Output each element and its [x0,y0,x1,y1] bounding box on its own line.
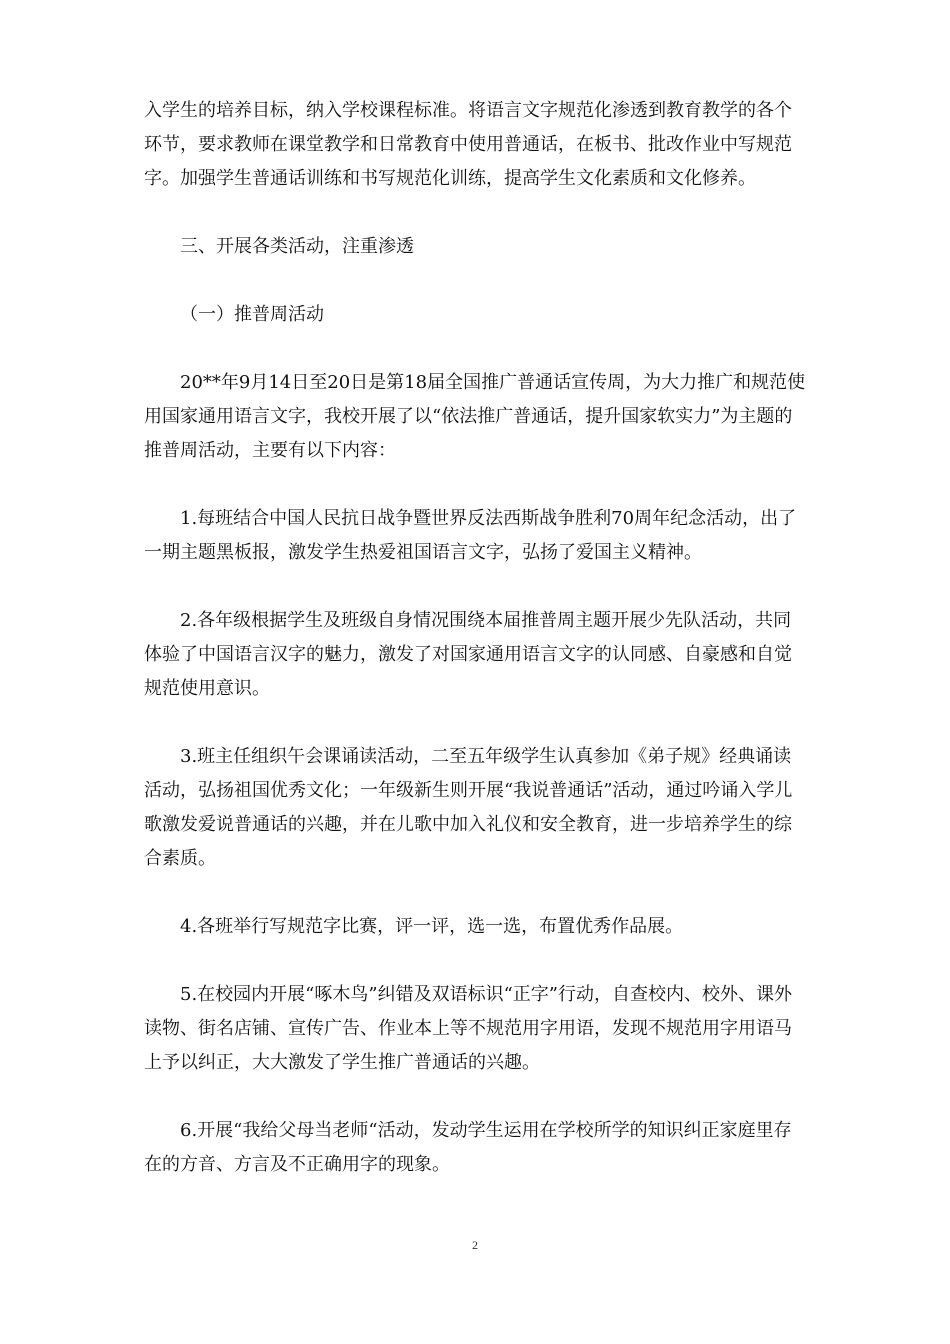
subsection-heading: （一）推普周活动 [180,304,324,325]
page-number: 2 [472,1238,478,1252]
list-item-5: 5.在校园内开展“啄木鸟”纠错及双语标识“正字”行动，自查校内、校外、课外读物、街名店铺、宣传广告、作业本上等不规范用字用语，发现不规范用字用语马上予以纠正，大大激发了学生推广普通话的兴趣。 [144,984,792,1073]
list-item-6: 6.开展“我给父母当老师“活动，发动学生运用在学校所学的知识纠正家庭里存在的方音、方言及不正确用字的现象。 [144,1120,792,1175]
list-item-1: 1.每班结合中国人民抗日战争暨世界反法西斯战争胜利70周年纪念活动，出了一期主题黑板报，激发学生热爱祖国语言文字，弘扬了爱国主义精神。 [144,508,797,563]
section-heading: 三、开展各类活动，注重渗透 [180,236,414,257]
list-item-2: 2.各年级根据学生及班级自身情况围绕本届推普周主题开展少先队活动，共同体验了中国语言汉字的魅力，激发了对国家通用语言文字的认同感、自豪感和自觉规范使用意识。 [144,610,792,699]
list-item-3: 3.班主任组织午会课诵读活动，二至五年级学生认真参加《弟子规》经典诵读活动，弘扬祖国优秀文化；一年级新生则开展“我说普通话”活动，通过吟诵入学儿歌激发爱说普通话的兴趣，并在儿歌中加入礼仪和安全教育，进一步培养学生的综合素质。 [144,746,793,869]
document-body [144,94,806,1182]
paragraph-continuation: 入学生的培养目标，纳入学校课程标准。将语言文字规范化渗透到教育教学的各个环节，要求教师在课堂教学和日常教育中使用普通话，在板书、批改作业中写规范字。加强学生普通话训练和书写规范化训练，提高学生文化素质和文化修养。 [144,100,792,189]
paragraph-intro: 20**年9月14日至20日是第18届全国推广普通话宣传周，为大力推广和规范使用国家通用语言文字，我校开展了以“依法推广普通话，提升国家软实力”为主题的推普周活动，主要有以下内容： [144,372,806,461]
list-item-4: 4.各班举行写规范字比赛，评一评，选一选，布置优秀作品展。 [180,916,684,937]
